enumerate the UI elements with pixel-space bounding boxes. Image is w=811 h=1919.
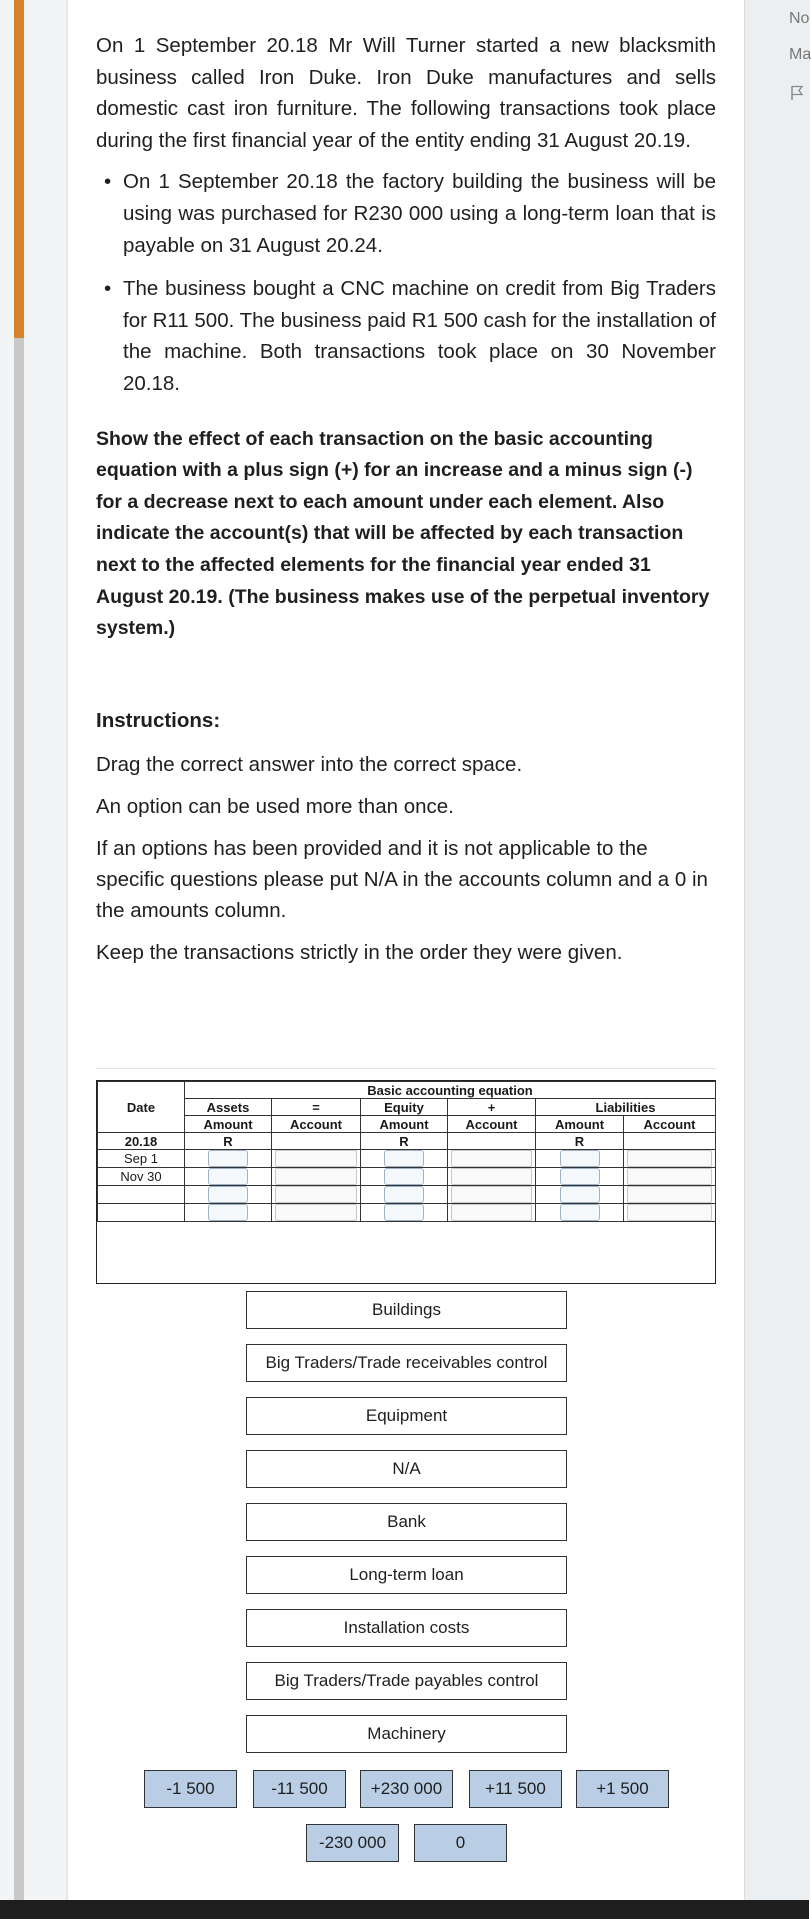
- amount-chip-minus-230000[interactable]: -230 000: [306, 1824, 399, 1862]
- drop-slot-assets-amount[interactable]: [208, 1186, 248, 1203]
- drop-slot-assets-account[interactable]: [275, 1150, 358, 1167]
- option-machinery[interactable]: Machinery: [246, 1715, 567, 1753]
- progress-accent: [14, 0, 24, 338]
- assets-amount-header: Amount: [185, 1116, 272, 1133]
- option-big-traders-payables[interactable]: Big Traders/Trade payables control: [246, 1662, 567, 1700]
- flag-icon[interactable]: [789, 84, 805, 106]
- drop-slot-liabilities-account[interactable]: [627, 1150, 713, 1167]
- drop-slot-assets-account[interactable]: [275, 1204, 358, 1221]
- amount-chip-minus-11500[interactable]: -11 500: [253, 1770, 346, 1808]
- amount-chip-plus-1500[interactable]: +1 500: [576, 1770, 669, 1808]
- instruction-2: An option can be used more than once.: [96, 794, 454, 818]
- amount-chip-minus-1500[interactable]: -1 500: [144, 1770, 237, 1808]
- equity-account-header: Account: [448, 1116, 536, 1133]
- assets-account-header: Account: [272, 1116, 361, 1133]
- drop-slot-liabilities-account[interactable]: [627, 1186, 713, 1203]
- row-date-blank-2: [98, 1204, 185, 1222]
- drop-slot-assets-amount[interactable]: [208, 1168, 248, 1185]
- equity-currency: R: [361, 1133, 448, 1150]
- drop-slot-equity-amount[interactable]: [384, 1168, 424, 1185]
- drop-slot-equity-amount[interactable]: [384, 1150, 424, 1167]
- plus-sign: +: [448, 1099, 536, 1116]
- option-installation-costs[interactable]: Installation costs: [246, 1609, 567, 1647]
- equity-header: Equity: [361, 1099, 448, 1116]
- drop-slot-equity-amount[interactable]: [384, 1204, 424, 1221]
- assets-currency: R: [185, 1133, 272, 1150]
- drop-slot-assets-account[interactable]: [275, 1186, 358, 1203]
- option-big-traders-receivables[interactable]: Big Traders/Trade receivables control: [246, 1344, 567, 1382]
- task-statement: Show the effect of each transaction on the basic accounting equation with a plus sign (+) for an increase and a minus sign (-) for a decrease next to each amount under each element. Also indicate the account(s) that will be affected by each transaction next to the affected elements for the financial year ended 31 August 20.19. (The business makes use of the perpetual inventory system.): [96, 427, 710, 640]
- drop-slot-liabilities-amount[interactable]: [560, 1204, 600, 1221]
- transaction-2: • The business bought a CNC machine on credit from Big Traders for R11 500. The business paid R1 500 cash for the installation of the machine. Both transactions took place on 30 November 20.18.: [96, 273, 716, 399]
- separator: [96, 1068, 716, 1069]
- instruction-1: Drag the correct answer into the correct space.: [96, 752, 523, 776]
- instructions-heading: Instructions:: [96, 708, 221, 732]
- drop-slot-assets-account[interactable]: [275, 1168, 358, 1185]
- drop-slot-assets-amount[interactable]: [208, 1150, 248, 1167]
- drop-slot-equity-account[interactable]: [451, 1186, 533, 1203]
- row-date-blank-1: [98, 1186, 185, 1204]
- liabilities-amount-header: Amount: [536, 1116, 624, 1133]
- question-text: [96, 30, 716, 968]
- option-bank[interactable]: Bank: [246, 1503, 567, 1541]
- info-line-1: No: [789, 10, 810, 27]
- amount-chip-plus-230000[interactable]: +230 000: [360, 1770, 453, 1808]
- liabilities-header: Liabilities: [536, 1099, 716, 1116]
- assets-header: Assets: [185, 1099, 272, 1116]
- question-intro: On 1 September 20.18 Mr Will Turner started a new blacksmith business called Iron Duke. Iron Duke manufactures and sells domestic cast iron furniture. The following transactions took place during the first financial year of the entity ending 31 August 20.19.: [96, 34, 716, 152]
- drop-slot-equity-amount[interactable]: [384, 1186, 424, 1203]
- amount-chip-plus-11500[interactable]: +11 500: [469, 1770, 562, 1808]
- drop-slot-assets-amount[interactable]: [208, 1204, 248, 1221]
- option-long-term-loan[interactable]: Long-term loan: [246, 1556, 567, 1594]
- table-title: Basic accounting equation: [185, 1082, 716, 1099]
- account-options: [246, 1291, 567, 1768]
- drop-slot-equity-account[interactable]: [451, 1204, 533, 1221]
- liabilities-account-header: Account: [624, 1116, 716, 1133]
- equity-amount-header: Amount: [361, 1116, 448, 1133]
- drop-slot-liabilities-account[interactable]: [627, 1204, 713, 1221]
- bottom-bar: [0, 1900, 809, 1919]
- question-info-panel: [744, 0, 810, 1900]
- option-equipment[interactable]: Equipment: [246, 1397, 567, 1435]
- drop-slot-liabilities-amount[interactable]: [560, 1150, 600, 1167]
- row-date-nov-30: Nov 30: [98, 1168, 185, 1186]
- transaction-list: [96, 166, 716, 399]
- drop-slot-equity-account[interactable]: [451, 1168, 533, 1185]
- liabilities-currency: R: [536, 1133, 624, 1150]
- instruction-4: Keep the transactions strictly in the order they were given.: [96, 940, 623, 964]
- drop-slot-equity-account[interactable]: [451, 1150, 533, 1167]
- info-line-2: Ma: [789, 46, 811, 63]
- date-header: Date: [98, 1082, 185, 1133]
- equals-sign: =: [272, 1099, 361, 1116]
- transaction-1: • On 1 September 20.18 the factory building the business will be using was purchased for R230 000 using a long-term loan that is payable on 31 August 20.24.: [96, 166, 716, 261]
- accounting-equation-table: [96, 1080, 716, 1284]
- year-cell: 20.18: [98, 1133, 185, 1150]
- option-buildings[interactable]: Buildings: [246, 1291, 567, 1329]
- drop-slot-liabilities-account[interactable]: [627, 1168, 713, 1185]
- drop-slot-liabilities-amount[interactable]: [560, 1168, 600, 1185]
- amount-chip-zero[interactable]: 0: [414, 1824, 507, 1862]
- row-date-sep-1: Sep 1: [98, 1150, 185, 1168]
- option-na[interactable]: N/A: [246, 1450, 567, 1488]
- drop-slot-liabilities-amount[interactable]: [560, 1186, 600, 1203]
- instruction-3: If an options has been provided and it is not applicable to the specific questions please put N/A in the accounts column and a 0 in the amounts column.: [96, 836, 708, 922]
